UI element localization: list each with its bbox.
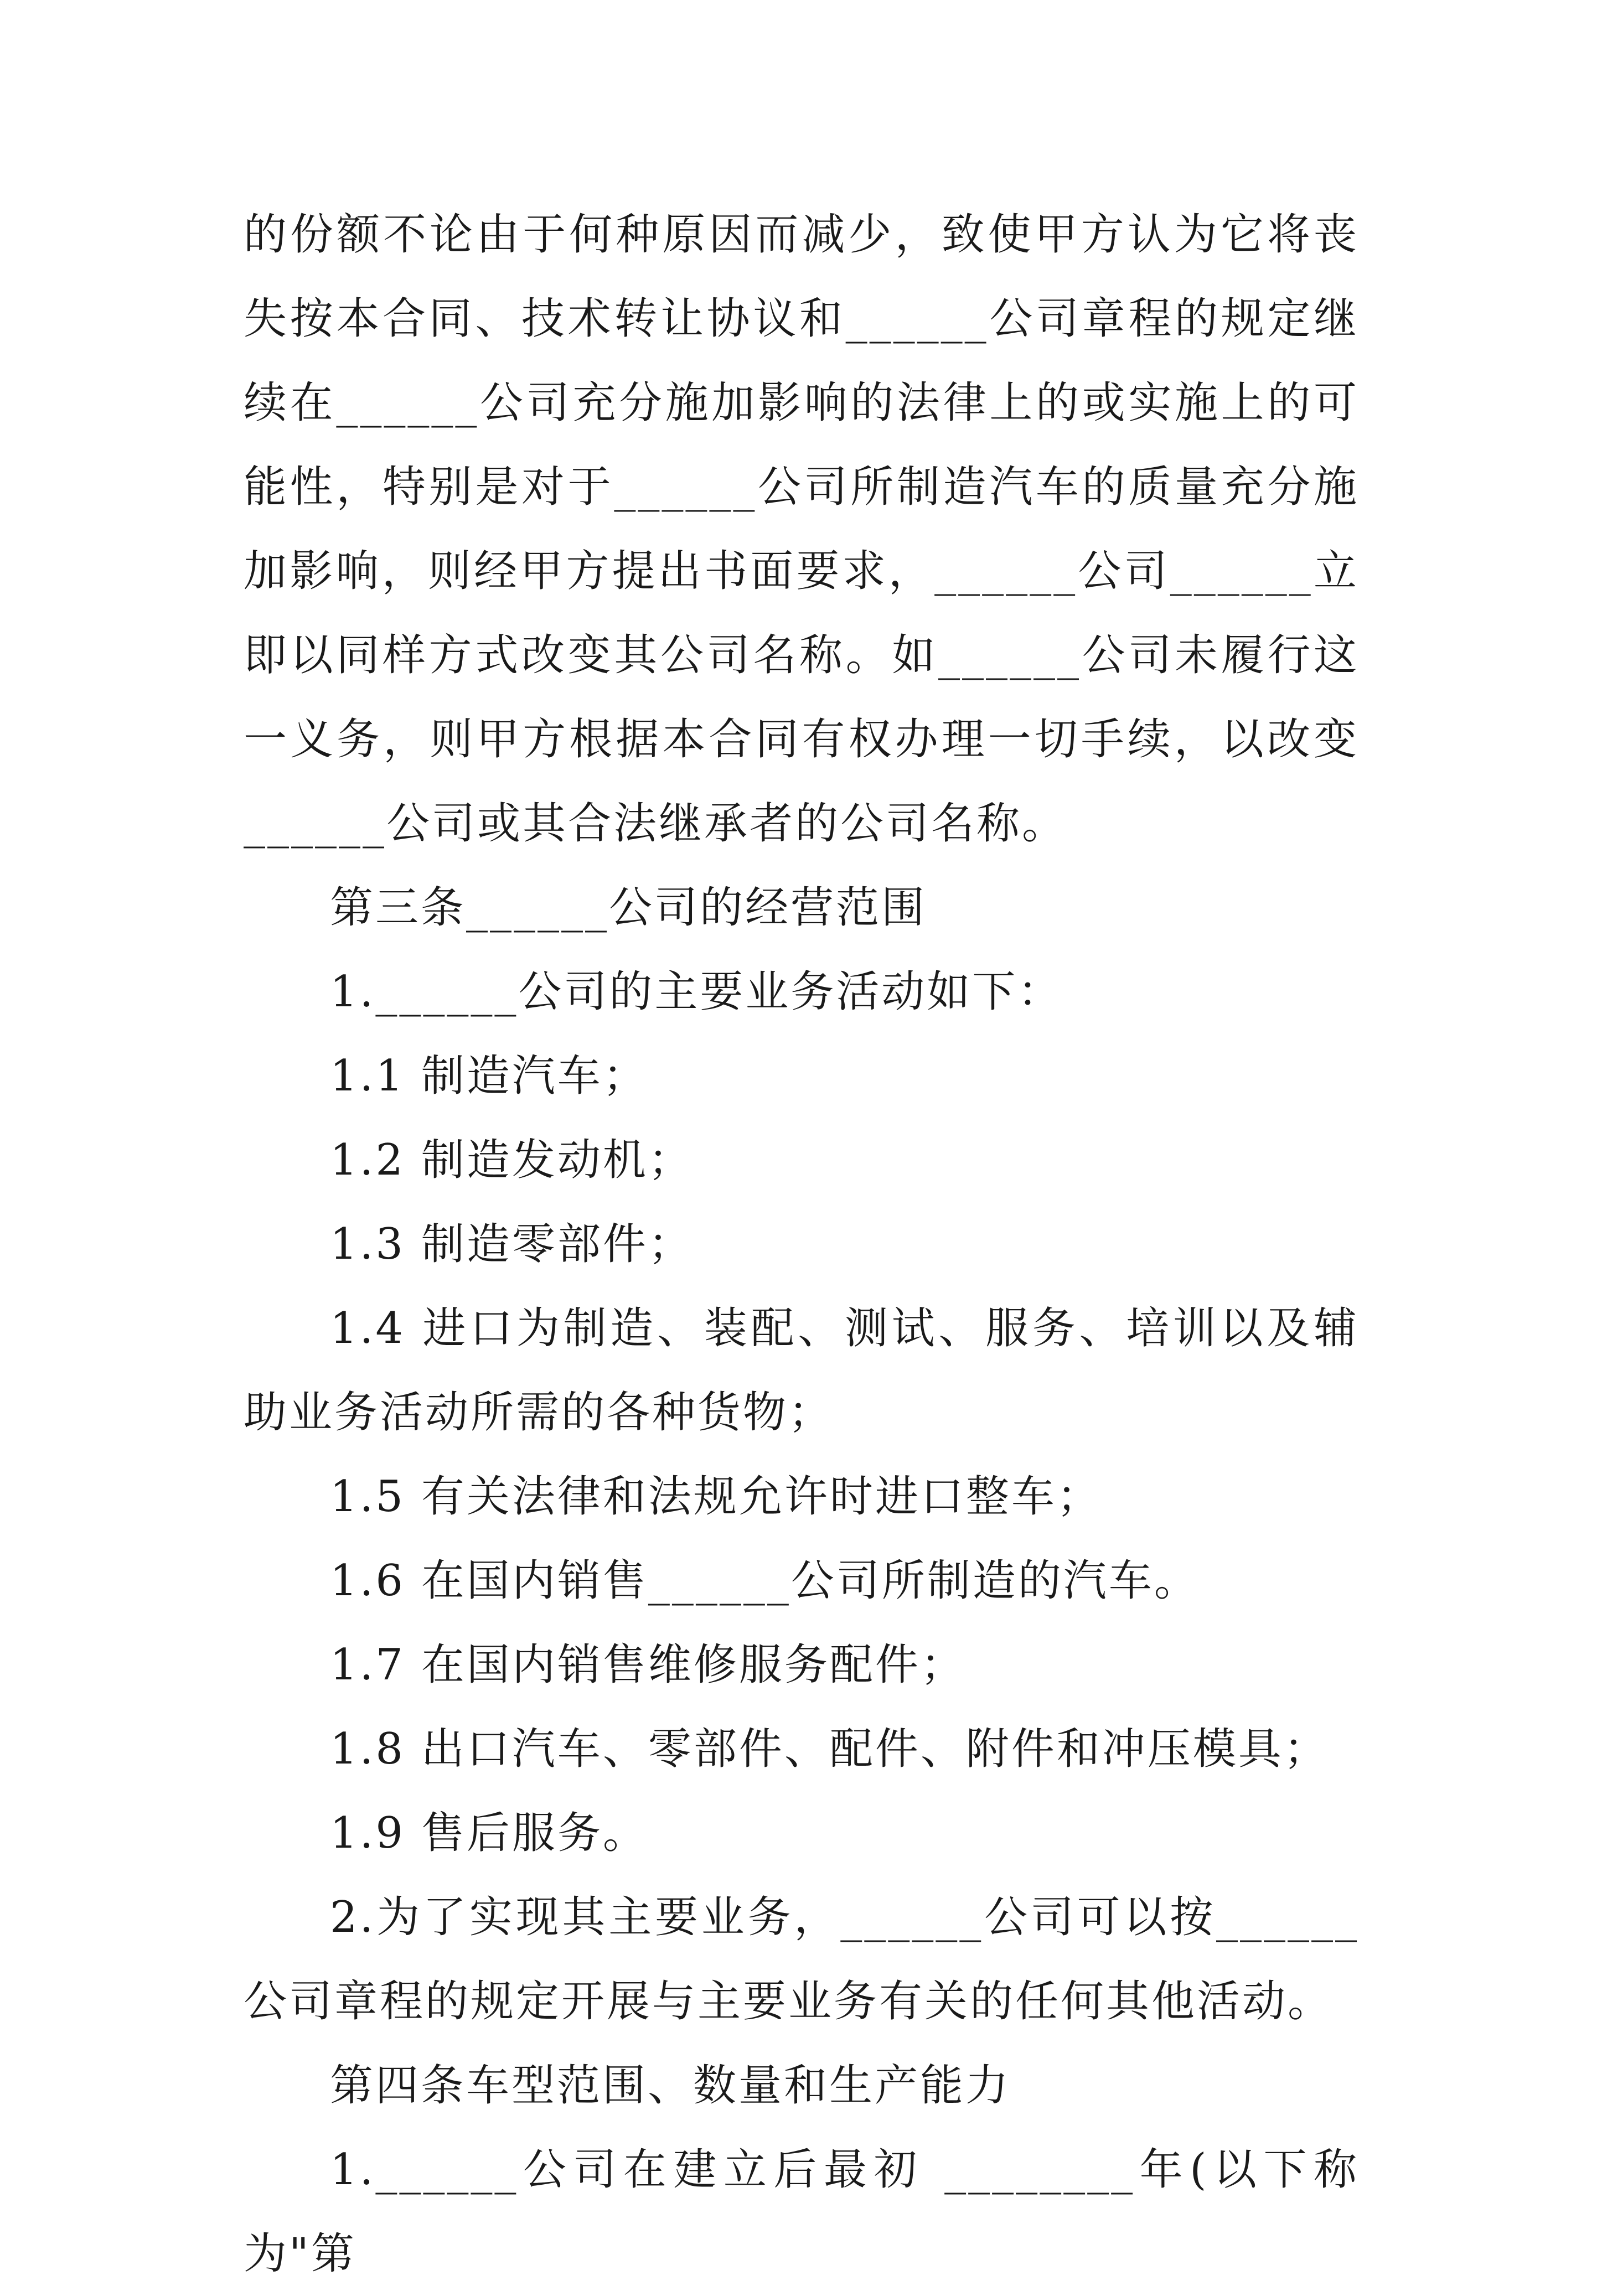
clause-1: 1.______公司的主要业务活动如下： xyxy=(330,967,1063,1017)
clause-2: 2.为了实现其主要业务，______公司可以按______公司章程的规定开展与主要业务有关的任何其他活动。 xyxy=(244,1892,1359,2026)
paragraph-continuation: 的份额不论由于何种原因而减少，致使甲方认为它将丧失按本合同、技术转让协议和______公司章程的规定继续在______公司充分施加影响的法律上的或实施上的可能性，特别是对于______公司所制造汽车的质量充分施加影响，则经甲方提出书面要求，______公司______立即以同样方式改变其公司名称。如______公司未履行这一义务，则甲方根据本合同有权办理一切手续，以改变______公司或其合法继承者的公司名称。 xyxy=(244,210,1359,849)
clause-1-3: 1.3 制造零部件； xyxy=(330,1219,694,1269)
article-4-clause-1: 1.______公司在建立后最初 ________年(以下称为"第 xyxy=(244,2145,1359,2279)
clause-1-8: 1.8 出口汽车、零部件、配件、附件和冲压模具； xyxy=(330,1724,1329,1774)
clause-1-9: 1.9 售后服务。 xyxy=(330,1808,648,1858)
article-3-heading: 第三条______公司的经营范围 xyxy=(330,883,927,933)
document-body xyxy=(244,193,1359,2296)
clause-1-2: 1.2 制造发动机； xyxy=(330,1135,694,1185)
clause-1-4: 1.4 进口为制造、装配、测试、服务、培训以及辅助业务活动所需的各种货物； xyxy=(244,1304,1359,1437)
clause-1-7: 1.7 在国内销售维修服务配件； xyxy=(330,1640,966,1690)
clause-1-1: 1.1 制造汽车； xyxy=(330,1051,648,1101)
article-4-heading: 第四条车型范围、数量和生产能力 xyxy=(330,2061,1011,2111)
clause-1-6: 1.6 在国内销售______公司所制造的汽车。 xyxy=(330,1556,1200,1606)
clause-1-5: 1.5 有关法律和法规允许时进口整车； xyxy=(330,1472,1102,1522)
